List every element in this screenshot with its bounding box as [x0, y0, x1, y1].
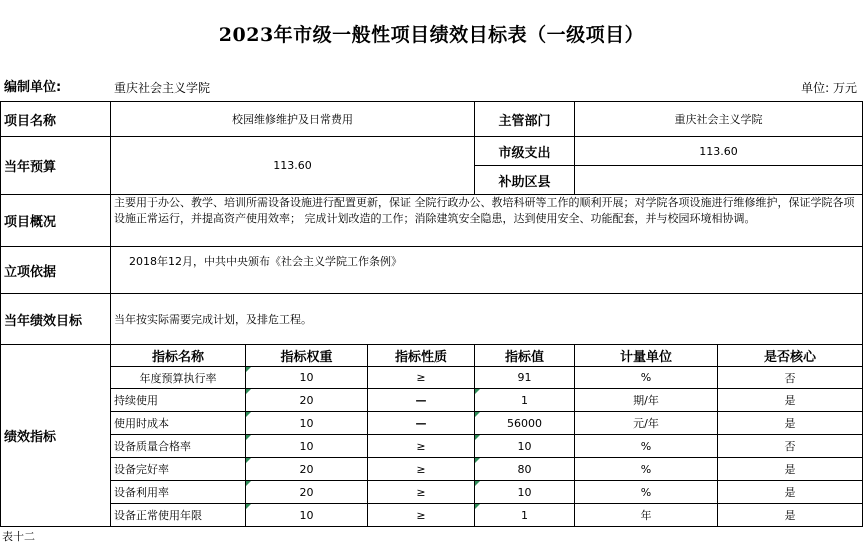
indicator-weight[interactable]: 10	[246, 435, 368, 458]
table-row	[1, 367, 863, 389]
indicator-weight[interactable]: 20	[246, 389, 368, 412]
indicator-core[interactable]: 是	[718, 504, 863, 527]
header-indicator-name: 指标名称	[111, 345, 246, 367]
indicator-weight[interactable]: 10	[246, 367, 368, 389]
indicator-nature[interactable]: ≥	[368, 481, 475, 504]
indicator-nature[interactable]: —	[368, 389, 475, 412]
indicator-value[interactable]: 56000	[475, 412, 575, 435]
dept-value[interactable]: 重庆社会主义学院	[575, 102, 863, 137]
header-weight: 指标权重	[246, 345, 368, 367]
indicator-value[interactable]: 1	[475, 389, 575, 412]
indicator-weight[interactable]: 10	[246, 504, 368, 527]
project-name-label: 项目名称	[1, 102, 111, 137]
indicator-name[interactable]: 持续使用	[111, 389, 246, 412]
indicator-weight[interactable]: 20	[246, 481, 368, 504]
basis-value[interactable]: 2018年12月，中共中央颁布《社会主义学院工作条例》	[111, 247, 863, 294]
indicator-core[interactable]: 否	[718, 367, 863, 389]
overview-label: 项目概况	[1, 195, 111, 247]
indicator-nature[interactable]: ≥	[368, 458, 475, 481]
header-value: 指标值	[475, 345, 575, 367]
indicator-nature[interactable]: ≥	[368, 367, 475, 389]
goal-label: 当年绩效目标	[1, 294, 111, 345]
indicator-name[interactable]: 设备完好率	[111, 458, 246, 481]
overview-value[interactable]: 主要用于办公、教学、培训所需设备设施进行配置更新，保证 全院行政办公、教培科研等工作的顺利开展；对学院各项设施进行维修维护，保证学院各项设施正常运行，并提高资产使用效率； 完成计划改造的工作；消除建筑安全隐患，达到使用安全、功能配套，并与校园环境相协调。	[111, 195, 863, 247]
indicator-value[interactable]: 10	[475, 481, 575, 504]
indicator-core[interactable]: 是	[718, 458, 863, 481]
indicator-name[interactable]: 设备利用率	[111, 481, 246, 504]
unit-value: 重庆社会主义学院	[114, 81, 211, 95]
city-expense-label: 市级支出	[475, 137, 575, 166]
page-title: 2023年市级一般性项目绩效目标表（一级项目）	[218, 24, 645, 46]
indicator-value[interactable]: 10	[475, 435, 575, 458]
indicator-core[interactable]: 是	[718, 389, 863, 412]
currency-unit: 单位: 万元	[801, 81, 857, 95]
table-row	[1, 435, 863, 458]
footer-note: 表十二	[2, 530, 35, 543]
budget-label: 当年预算	[1, 137, 111, 195]
city-expense-value[interactable]: 113.60	[575, 137, 863, 166]
table-row	[1, 389, 863, 412]
header-nature: 指标性质	[368, 345, 475, 367]
indicator-nature[interactable]: ≥	[368, 435, 475, 458]
indicator-value[interactable]: 91	[475, 367, 575, 389]
indicator-core[interactable]: 否	[718, 435, 863, 458]
indicator-core[interactable]: 是	[718, 481, 863, 504]
indicator-nature[interactable]: ≥	[368, 504, 475, 527]
indicator-core[interactable]: 是	[718, 412, 863, 435]
indicator-unit[interactable]: %	[575, 481, 718, 504]
indicator-name[interactable]: 年度预算执行率	[111, 367, 246, 389]
county-subsidy-value[interactable]	[575, 166, 863, 195]
indicator-value[interactable]: 1	[475, 504, 575, 527]
table-row	[1, 458, 863, 481]
budget-value[interactable]: 113.60	[111, 137, 475, 195]
indicator-weight[interactable]: 20	[246, 458, 368, 481]
indicator-unit[interactable]: 元/年	[575, 412, 718, 435]
project-name-value[interactable]: 校园维修维护及日常费用	[111, 102, 475, 137]
goal-value[interactable]: 当年按实际需要完成计划，及排危工程。	[111, 294, 863, 345]
indicator-unit[interactable]: %	[575, 367, 718, 389]
header-core: 是否核心	[718, 345, 863, 367]
performance-table	[0, 101, 863, 527]
table-row	[1, 504, 863, 527]
indicator-unit[interactable]: %	[575, 435, 718, 458]
indicator-name[interactable]: 设备质量合格率	[111, 435, 246, 458]
unit-label: 编制单位:	[4, 80, 62, 95]
indicator-nature[interactable]: —	[368, 412, 475, 435]
table-row	[1, 412, 863, 435]
indicator-name[interactable]: 设备正常使用年限	[111, 504, 246, 527]
indicator-value[interactable]: 80	[475, 458, 575, 481]
header-unit: 计量单位	[575, 345, 718, 367]
indicator-label: 绩效指标	[1, 345, 111, 527]
basis-label: 立项依据	[1, 247, 111, 294]
dept-label: 主管部门	[475, 102, 575, 137]
table-row	[1, 481, 863, 504]
indicator-weight[interactable]: 10	[246, 412, 368, 435]
indicator-unit[interactable]: %	[575, 458, 718, 481]
indicator-unit[interactable]: 年	[575, 504, 718, 527]
county-subsidy-label: 补助区县	[475, 166, 575, 195]
indicator-name[interactable]: 使用时成本	[111, 412, 246, 435]
indicator-unit[interactable]: 期/年	[575, 389, 718, 412]
